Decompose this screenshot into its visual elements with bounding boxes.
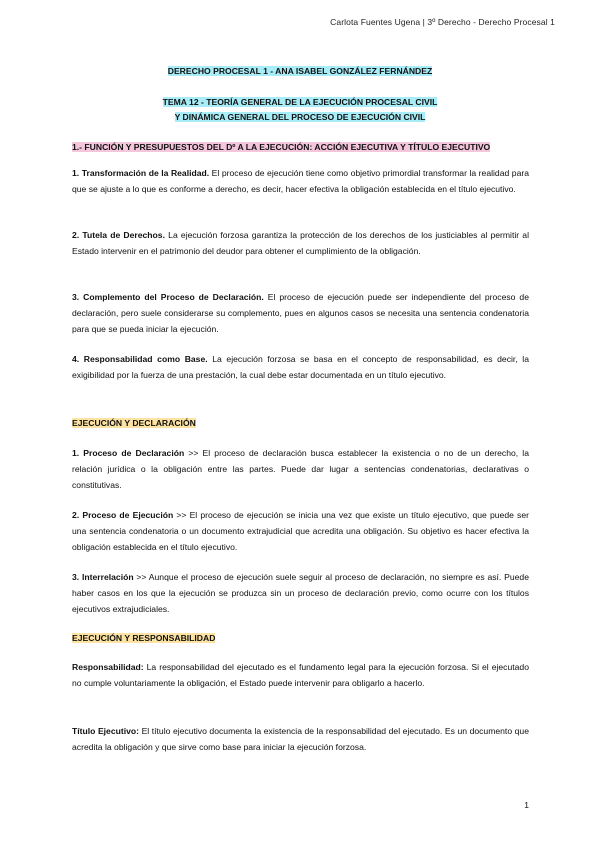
paragraph-term: 3. Interrelación (72, 572, 134, 582)
paragraph-body: El título ejecutivo documenta la existencia de la responsabilidad del ejecutado. Es un documento que acredita la obligación y que sirve como base para iniciar la ejecución forzosa. (72, 726, 529, 752)
paragraph-transformacion (72, 166, 529, 198)
paragraph-responsabilidad (72, 660, 529, 692)
tema-title-line2-text: Y DINÁMICA GENERAL DEL PROCESO DE EJECUCIÓN CIVIL (174, 112, 426, 122)
section-heading-2 (72, 418, 196, 428)
running-header: Carlota Fuentes Ugena | 3º Derecho - Derecho Procesal 1 (330, 17, 555, 27)
paragraph-body: >> El proceso de declaración busca establecer la existencia o no de un derecho, la relación jurídica o la obligación entre las partes. Puede dar lugar a sentencias condenatorias, declarativas o constitutivas. (72, 448, 529, 490)
paragraph-body: >> Aunque el proceso de ejecución suele seguir al proceso de declaración, no siempre es así. Puede haber casos en los que la ejecución se produzca sin un proceso de declaración previo, como ocurre con los títulos ejecutivos extrajudiciales. (72, 572, 529, 614)
course-title (0, 66, 600, 76)
paragraph-term: 3. Complemento del Proceso de Declaración. (72, 292, 264, 302)
tema-title-line1 (0, 97, 600, 107)
section-heading-3 (72, 633, 215, 643)
paragraph-body: La responsabilidad del ejecutado es el fundamento legal para la ejecución forzosa. Si el ejecutado no cumple voluntariamente la obligación, el Estado puede intervenir para obligarlo a hacerlo. (72, 662, 529, 688)
paragraph-term: Responsabilidad: (72, 662, 144, 672)
paragraph-term: Título Ejecutivo: (72, 726, 140, 736)
paragraph-proceso-ejecucion (72, 508, 529, 555)
page-number: 1 (524, 800, 529, 810)
section-heading-1 (72, 142, 490, 152)
paragraph-term: 4. Responsabilidad como Base. (72, 354, 208, 364)
paragraph-term: 2. Tutela de Derechos. (72, 230, 165, 240)
paragraph-body: El proceso de ejecución tiene como objetivo primordial transformar la realidad para que se ajuste a lo que es conforme a derecho, es decir, hacer efectiva la obligación establecida en el título ejecutivo. (72, 168, 529, 194)
paragraph-titulo-ejecutivo (72, 724, 529, 756)
paragraph-term: 2. Proceso de Ejecución (72, 510, 174, 520)
section-heading-2-text: EJECUCIÓN Y DECLARACIÓN (72, 418, 196, 428)
paragraph-term: 1. Transformación de la Realidad. (72, 168, 210, 178)
tema-title-line2 (0, 112, 600, 122)
paragraph-body: >> El proceso de ejecución se inicia una vez que existe un título ejecutivo, que puede ser una sentencia condenatoria o un documento extrajudicial que acredita una obligación. Su objetivo es hacer efectiva la obligación establecida en el título ejecutivo. (72, 510, 529, 552)
course-title-text: DERECHO PROCESAL 1 - ANA ISABEL GONZÁLEZ FERNÁNDEZ (167, 66, 433, 76)
paragraph-body: La ejecución forzosa se basa en el concepto de responsabilidad, es decir, la exigibilidad por la fuerza de una prestación, la cual debe estar documentada en un título ejecutivo. (72, 354, 529, 380)
paragraph-body: La ejecución forzosa garantiza la protección de los derechos de los justiciables al permitir al Estado intervenir en el patrimonio del deudor para obtener el cumplimiento de la obligación. (72, 230, 529, 256)
paragraph-tutela (72, 228, 529, 260)
tema-title-line1-text: TEMA 12 - TEORÍA GENERAL DE LA EJECUCIÓN PROCESAL CIVIL (162, 97, 438, 107)
paragraph-body: El proceso de ejecución puede ser independiente del proceso de declaración, pero suele considerarse su complemento, pues en algunos casos se necesita una sentencia condenatoria para que se pueda iniciar la ejecución. (72, 292, 529, 334)
paragraph-term: 1. Proceso de Declaración (72, 448, 185, 458)
paragraph-responsabilidad-base (72, 352, 529, 384)
paragraph-complemento (72, 290, 529, 337)
paragraph-interrelacion (72, 570, 529, 617)
paragraph-proceso-declaracion (72, 446, 529, 493)
section-heading-3-text: EJECUCIÓN Y RESPONSABILIDAD (72, 633, 216, 643)
section-heading-1-text: 1.- FUNCIÓN Y PRESUPUESTOS DEL Dº A LA EJECUCIÓN: ACCIÓN EJECUTIVA Y TÍTULO EJECUTIVO (72, 142, 491, 152)
